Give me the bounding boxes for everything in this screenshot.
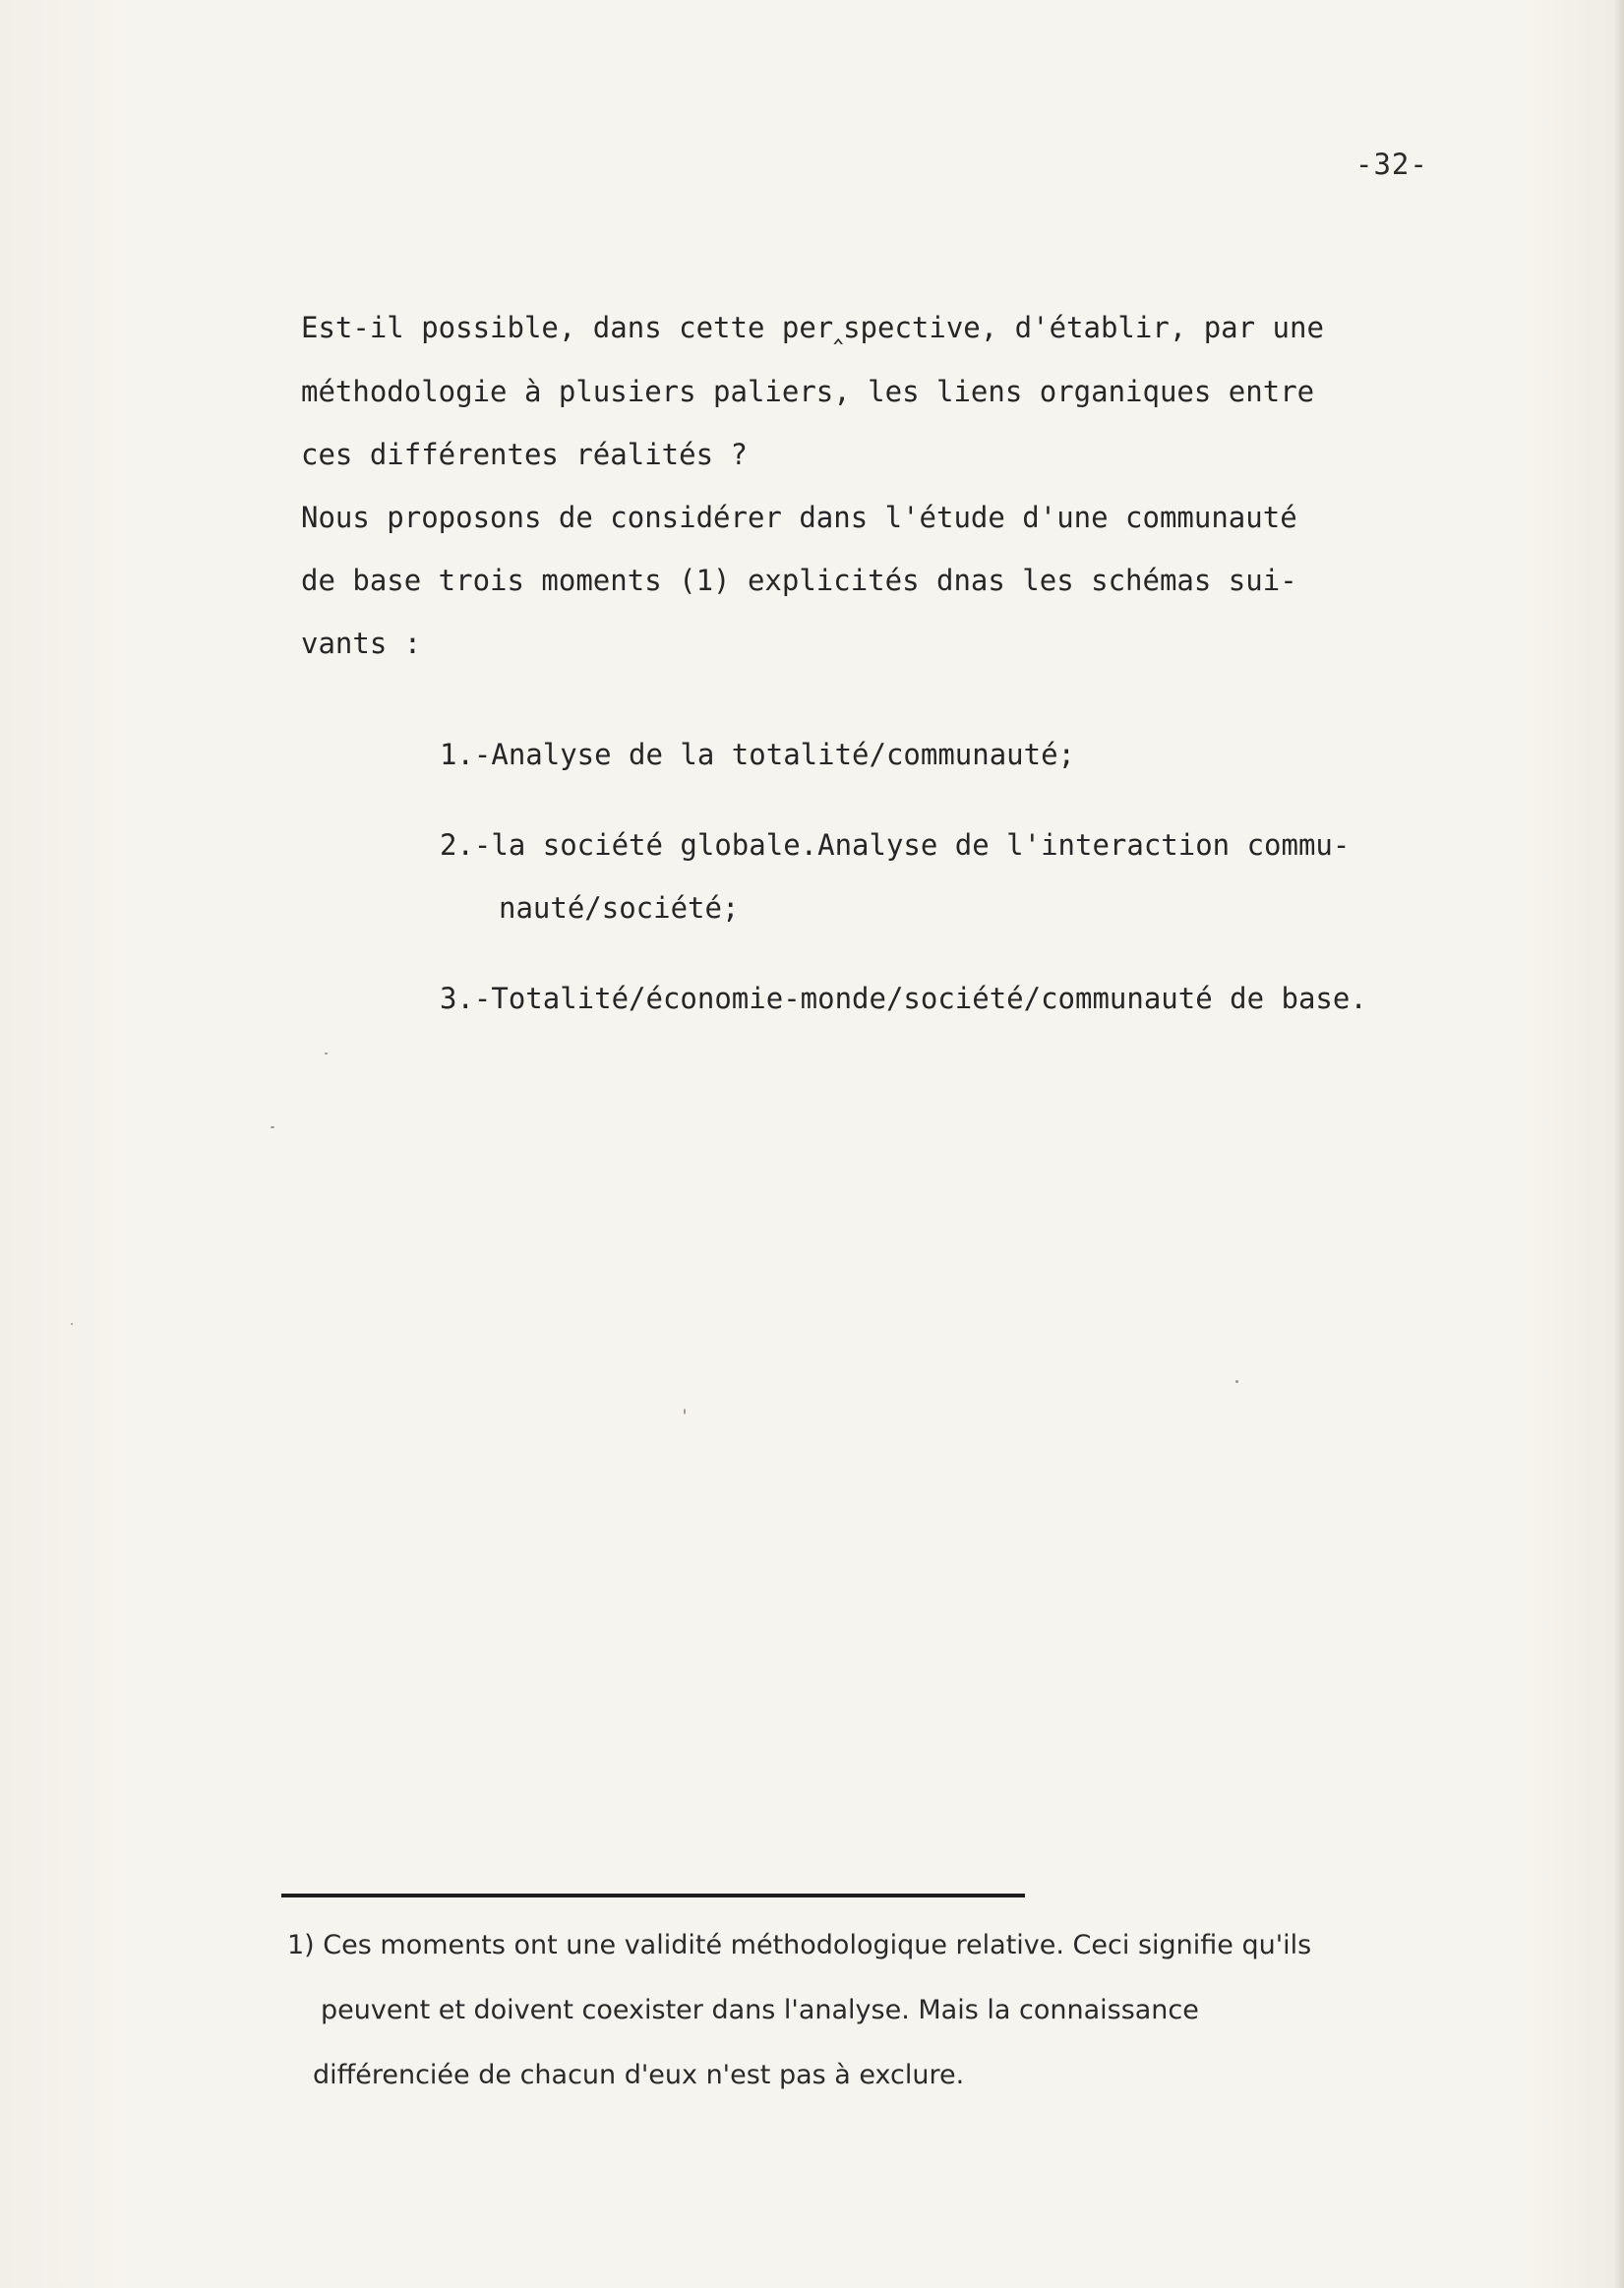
body-line-3: ces différentes réalités ?	[301, 438, 748, 471]
footnote-line-2: peuvent et doivent coexister dans l'analyse. Mais la connaissance	[321, 1995, 1199, 2025]
body-line-2: méthodologie à plusiers paliers, les liens organiques entre	[301, 375, 1315, 408]
body-line-5: de base trois moments (1) explicités dnas les schémas sui-	[301, 564, 1297, 597]
list-item-3	[440, 967, 1522, 1030]
footnote-separator	[281, 1894, 1025, 1897]
list-item-2-continuation: nauté/société;	[499, 891, 740, 925]
body-line-6: vants :	[301, 627, 422, 660]
body-line-1: Est-il possible, dans cette per‸spective, d'établir, par une	[301, 311, 1324, 344]
body-line-4: Nous proposons de considérer dans l'étude d'une communauté	[301, 501, 1297, 534]
list-item-1	[440, 723, 1522, 786]
footnote-line-1: 1) Ces moments ont une validité méthodologique relative. Ceci signifie qu'ils	[287, 1930, 1312, 1960]
page-edge-shadow	[1614, 0, 1624, 2288]
page-number: -32-	[1355, 148, 1428, 181]
paper-speck	[271, 1126, 274, 1128]
footnote-line-3: différenciée de chacun d'eux n'est pas à exclure.	[313, 2060, 965, 2090]
list-item-1-text: 1.-Analyse de la totalité/communauté;	[440, 738, 1076, 771]
paper-speck	[71, 1323, 73, 1325]
body-paragraph	[301, 295, 1462, 675]
footnote	[287, 1913, 1468, 2108]
list-item-2-text: 2.-la société globale.Analyse de l'interaction commu-	[440, 828, 1351, 862]
paper-speck	[325, 1053, 328, 1054]
paper-speck	[1235, 1380, 1238, 1383]
list-item-3-text: 3.-Totalité/économie-monde/société/communauté de base.	[440, 982, 1367, 1015]
paper-speck	[684, 1409, 686, 1415]
numbered-list	[440, 723, 1522, 1057]
list-item-2	[440, 813, 1522, 939]
